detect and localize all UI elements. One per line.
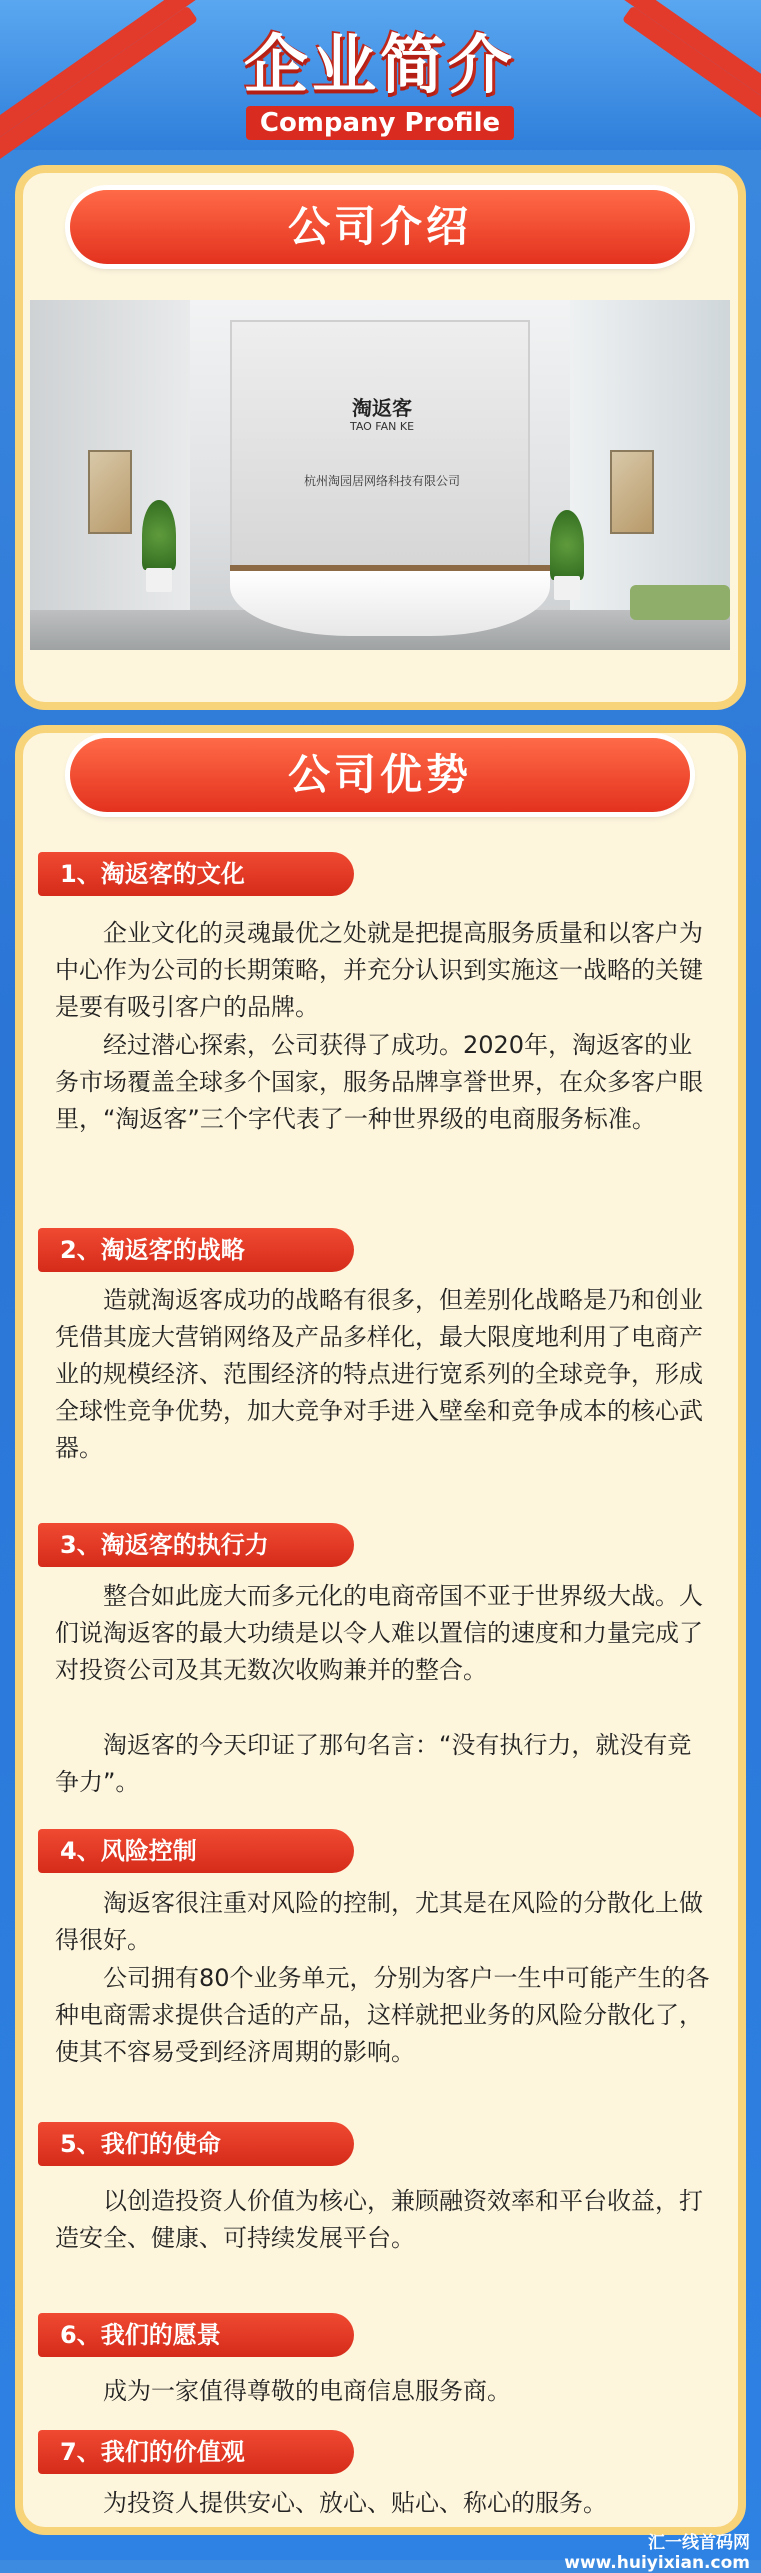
wall-art xyxy=(610,450,654,534)
page-title xyxy=(220,30,540,140)
title-cn: 企业简介 xyxy=(244,29,516,103)
section-paragraph: 企业文化的灵魂最优之处就是把提高服务质量和以客户为中心作为公司的长期策略，并充分认识到实施这一战略的关键是要有吸引客户的品牌。 xyxy=(55,919,703,1021)
sofa xyxy=(630,585,730,620)
logo-wall xyxy=(230,320,530,570)
reception-desk xyxy=(230,565,550,636)
plant xyxy=(142,500,176,570)
section-paragraph: 整合如此庞大而多元化的电商帝国不亚于世界级大战。人们说淘返客的最大功绩是以令人难以置信的速度和力量完成了对投资公司及其无数次收购兼并的整合。 xyxy=(55,1582,703,1684)
plant xyxy=(550,510,584,580)
office-photo xyxy=(30,300,730,650)
logo-text: 淘返客 xyxy=(352,396,412,420)
title-en: Company Profile xyxy=(246,106,514,140)
watermark: 汇一线首码网 www.huiyixian.com xyxy=(564,2533,750,2573)
section-paragraph: 造就淘返客成功的战略有很多，但差别化战略是乃和创业凭借其庞大营销网络及产品多样化，最大限度地利用了电商产业的规模经济、范围经济的特点进行宽系列的全球竞争，形成全球性竞争优势，加大竞争对手进入壁垒和竞争成本的核心武器。 xyxy=(55,1286,703,1462)
section-paragraph: 以创造投资人价值为核心，兼顾融资效率和平台收益，打造安全、健康、可持续发展平台。 xyxy=(55,2187,703,2252)
wall-art xyxy=(88,450,132,534)
company-name: 杭州淘园居网络科技有限公司 xyxy=(303,474,460,488)
section-title: 3、淘返客的执行力 xyxy=(38,1523,354,1567)
section-paragraph: 淘返客的今天印证了那句名言：“没有执行力，就没有竞争力”。 xyxy=(55,1731,692,1796)
intro-heading: 公司介绍 xyxy=(70,190,690,264)
section-title: 7、我们的价值观 xyxy=(38,2430,354,2474)
section-paragraph: 淘返客很注重对风险的控制，尤其是在风险的分散化上做得很好。 xyxy=(55,1889,703,1954)
section-title: 4、风险控制 xyxy=(38,1829,354,1873)
section-title: 2、淘返客的战略 xyxy=(38,1228,354,1272)
section-title: 1、淘返客的文化 xyxy=(38,852,354,896)
section-title: 6、我们的愿景 xyxy=(38,2313,354,2357)
advantages-heading: 公司优势 xyxy=(70,738,690,812)
logo-subtext: TAO FAN KE xyxy=(349,420,415,433)
section-title: 5、我们的使命 xyxy=(38,2122,354,2166)
section-paragraph: 成为一家值得尊敬的电商信息服务商。 xyxy=(103,2377,511,2405)
section-paragraph: 经过潜心探索，公司获得了成功。2020年，淘返客的业务市场覆盖全球多个国家，服务品牌享誉世界，在众多客户眼里，“淘返客”三个字代表了一种世界级的电商服务标准。 xyxy=(55,1031,703,1133)
section-paragraph: 为投资人提供安心、放心、贴心、称心的服务。 xyxy=(103,2489,607,2517)
section-paragraph: 公司拥有80个业务单元，分别为客户一生中可能产生的各种电商需求提供合适的产品，这样就把业务的风险分散化了，使其不容易受到经济周期的影响。 xyxy=(55,1964,710,2066)
